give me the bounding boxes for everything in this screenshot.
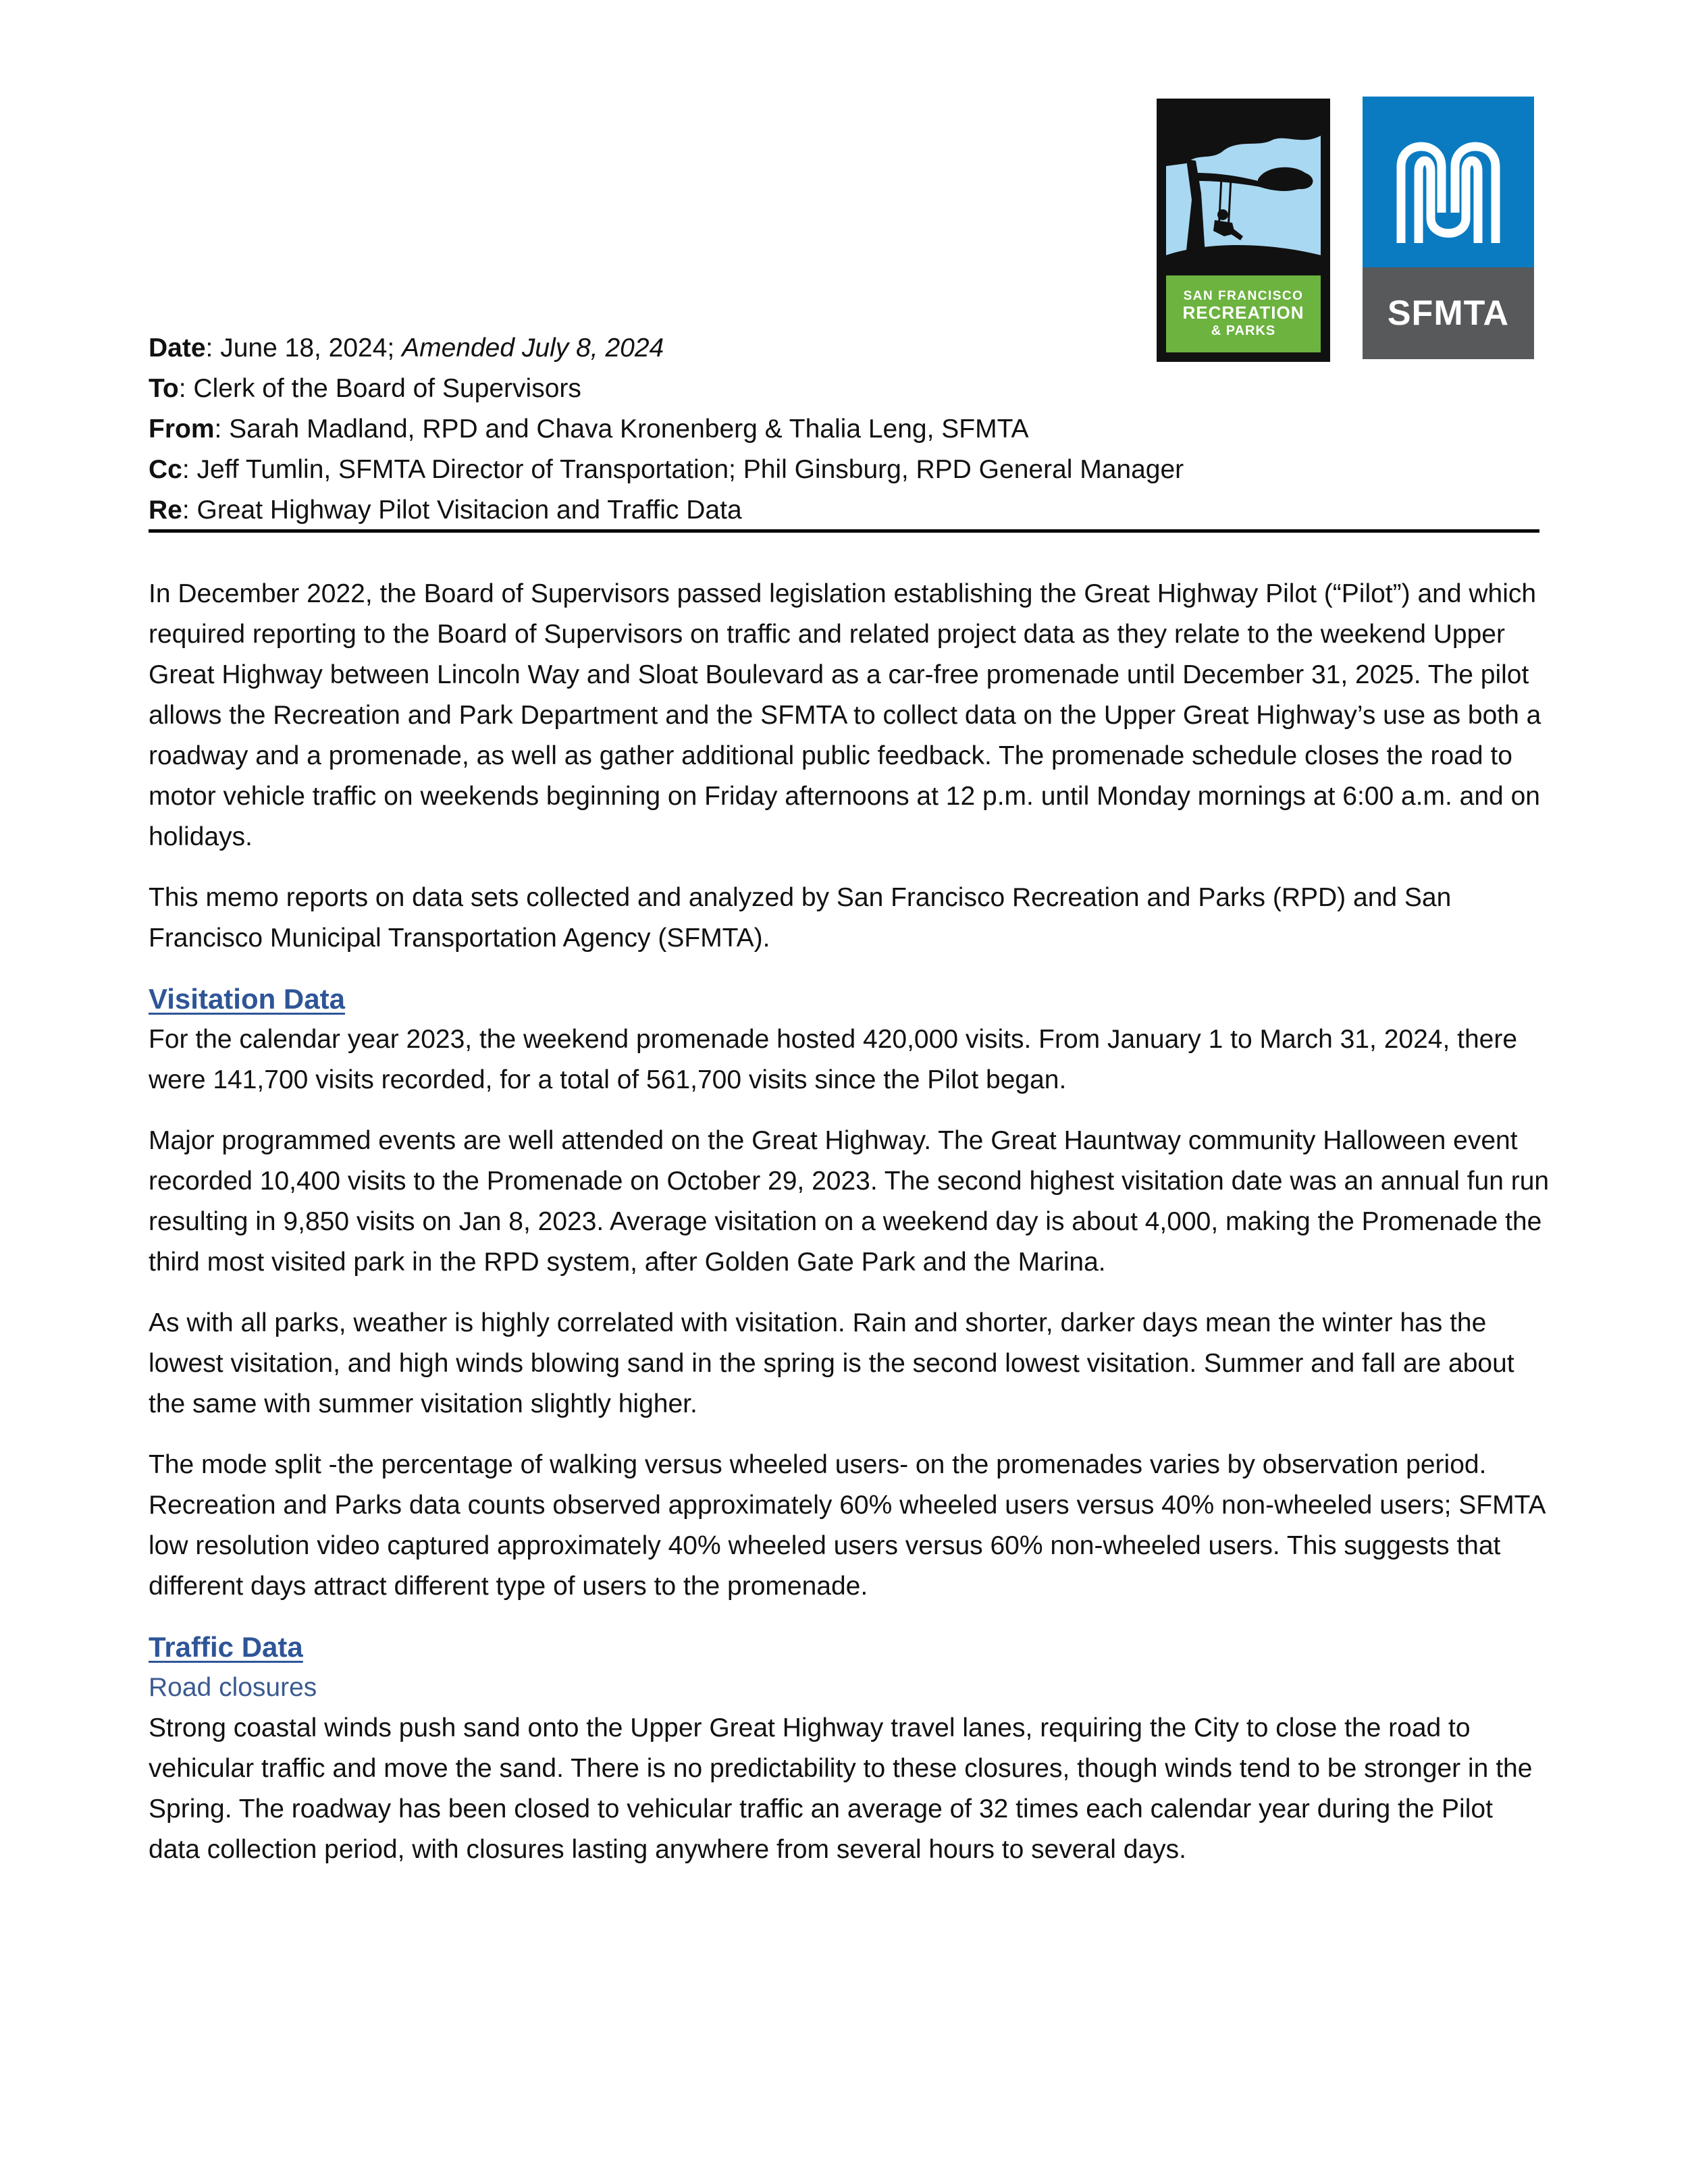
to-row <box>149 369 1539 409</box>
from-row <box>149 409 1539 450</box>
date-label: Date <box>149 334 206 363</box>
intro-paragraph-2: This memo reports on data sets collected and analyzed by San Francisco Recreation and Parks (RPD) and San Francisco Municipal Transportation Agency (SFMTA). <box>149 883 1452 953</box>
date-value: : June 18, 2024; <box>205 334 402 363</box>
rpd-logo-line2: RECREATION <box>1182 302 1304 323</box>
to-label: To <box>149 374 179 403</box>
road-closures-heading: Road closures <box>149 1673 317 1702</box>
rpd-logo-line3: & PARKS <box>1211 323 1276 339</box>
visitation-paragraph-4: The mode split -the percentage of walking versus wheeled users- on the promenades varies by observation period. Recreation and Parks data counts observed approximately 60% wheeled users versus 40% non-wheeled users; SFMTA low resolution video captured approximately 40% wheeled users versus 60% non-wheeled users. This suggests that different days attract different type of users to the promenade. <box>149 1450 1545 1601</box>
visitation-data-heading: Visitation Data <box>149 983 345 1015</box>
visitation-paragraph-1: For the calendar year 2023, the weekend promenade hosted 420,000 visits. From January 1 to March 31, 2024, there were 141,700 visits recorded, for a total of 561,700 visits since the Pilot began. <box>149 1025 1518 1094</box>
from-value: : Sarah Madland, RPD and Chava Kronenberg & Thalia Leng, SFMTA <box>214 415 1029 444</box>
cc-row <box>149 450 1539 490</box>
tree-swing-icon <box>1157 99 1330 275</box>
muni-worm-icon <box>1393 125 1504 246</box>
re-label: Re <box>149 496 182 525</box>
intro-paragraph-1: In December 2022, the Board of Supervisors passed legislation establishing the Great Highway Pilot (“Pilot”) and which required reporting to the Board of Supervisors on traffic and related project data as they relate to the weekend Upper Great Highway between Lincoln Way and Sloat Boulevard as a car-free promenade until December 31, 2025. The pilot allows the Recreation and Park Department and the SFMTA to collect data on the Upper Great Highway’s use as both a roadway and a promenade, as well as gather additional public feedback. The promenade schedule closes the road to motor vehicle traffic on weekends beginning on Friday afternoons at 12 p.m. until Monday mornings at 6:00 a.m. and on holidays. <box>149 579 1541 851</box>
visitation-paragraph-2: Major programmed events are well attended on the Great Highway. The Great Hauntway community Halloween event recorded 10,400 visits to the Promenade on October 29, 2023. The second highest visitation date was an annual fun run resulting in 9,850 visits on Jan 8, 2023. Average visitation on a weekend day is about 4,000, making the Promenade the third most visited park in the RPD system, after Golden Gate Park and the Marina. <box>149 1126 1550 1277</box>
sfmta-logo <box>1363 97 1534 359</box>
date-amended: Amended July 8, 2024 <box>402 334 664 363</box>
rpd-logo <box>1157 99 1330 362</box>
header-divider <box>149 529 1539 533</box>
visitation-paragraph-3: As with all parks, weather is highly correlated with visitation. Rain and shorter, darker days mean the winter has the lowest visitation, and high winds blowing sand in the spring is the second lowest visitation. Summer and fall are about the same with summer visitation slightly higher. <box>149 1308 1514 1418</box>
re-row <box>149 490 1539 531</box>
rpd-logo-line1: SAN FRANCISCO <box>1183 288 1304 303</box>
cc-value: : Jeff Tumlin, SFMTA Director of Transportation; Phil Ginsburg, RPD General Manager <box>182 455 1184 484</box>
memo-header <box>149 328 1539 531</box>
re-value: : Great Highway Pilot Visitacion and Traffic Data <box>182 496 742 525</box>
date-row <box>149 328 1539 369</box>
sfmta-logo-label: SFMTA <box>1363 267 1534 359</box>
to-value: : Clerk of the Board of Supervisors <box>178 374 581 403</box>
memo-body <box>149 574 1550 1890</box>
traffic-data-heading: Traffic Data <box>149 1631 303 1663</box>
from-label: From <box>149 415 215 444</box>
road-closures-paragraph: Strong coastal winds push sand onto the Upper Great Highway travel lanes, requiring the City to close the road to vehicular traffic and move the sand. There is no predictability to these closures, though winds tend to be stronger in the Spring. The roadway has been closed to vehicular traffic an average of 32 times each calendar year during the Pilot data collection period, with closures lasting anywhere from several hours to several days. <box>149 1713 1533 1864</box>
cc-label: Cc <box>149 455 182 484</box>
